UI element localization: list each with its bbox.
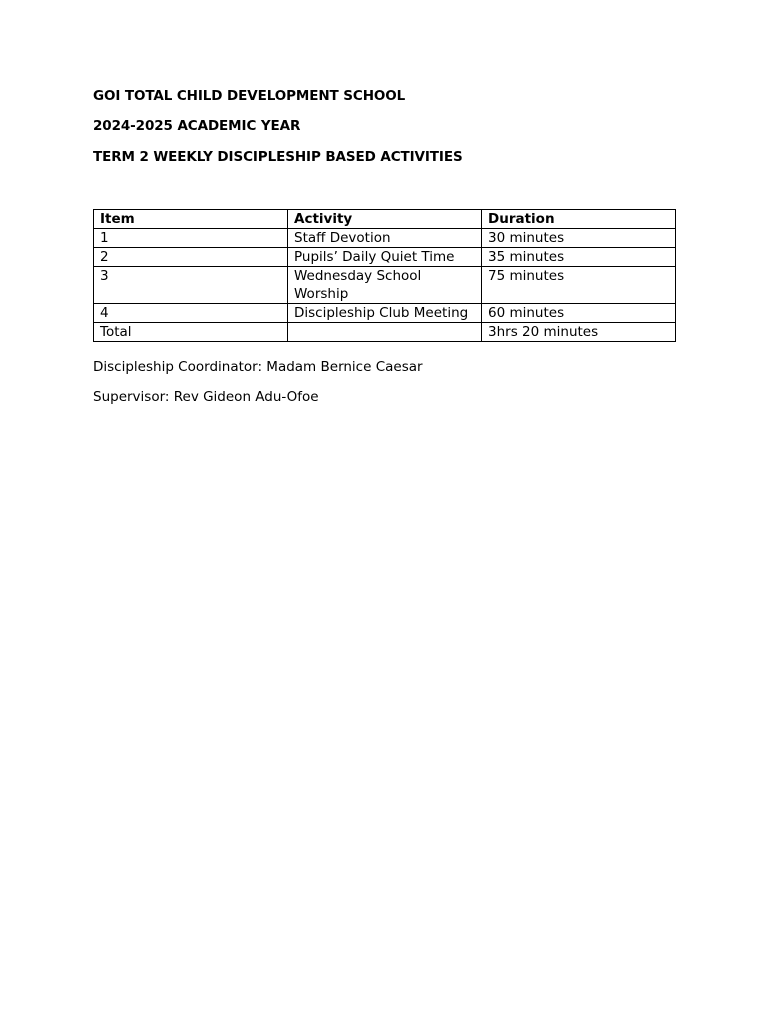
column-header-activity: Activity — [288, 210, 482, 229]
table-row — [94, 304, 676, 323]
coordinator-line: Discipleship Coordinator: Madam Bernice Caesar — [93, 359, 423, 375]
duration-cell: 35 minutes — [482, 248, 676, 267]
duration-cell: 60 minutes — [482, 304, 676, 323]
item-cell: 3 — [94, 267, 288, 304]
activity-cell: Pupils’ Daily Quiet Time — [288, 248, 482, 267]
activities-table — [93, 209, 676, 342]
table-row — [94, 248, 676, 267]
academic-year-heading: 2024-2025 ACADEMIC YEAR — [93, 118, 301, 134]
activity-cell: Discipleship Club Meeting — [288, 304, 482, 323]
column-header-duration: Duration — [482, 210, 676, 229]
item-cell: 1 — [94, 229, 288, 248]
table-total-row — [94, 323, 676, 342]
table-row — [94, 229, 676, 248]
activity-cell: Wednesday School Worship — [288, 267, 482, 304]
activities-title-heading: TERM 2 WEEKLY DISCIPLESHIP BASED ACTIVITIES — [93, 149, 463, 165]
duration-cell: 30 minutes — [482, 229, 676, 248]
item-cell: 4 — [94, 304, 288, 323]
column-header-item: Item — [94, 210, 288, 229]
table-row — [94, 267, 676, 304]
table-header-row — [94, 210, 676, 229]
activity-cell: Staff Devotion — [288, 229, 482, 248]
total-duration-cell: 3hrs 20 minutes — [482, 323, 676, 342]
school-name-heading: GOI TOTAL CHILD DEVELOPMENT SCHOOL — [93, 88, 406, 104]
total-label-cell: Total — [94, 323, 288, 342]
item-cell: 2 — [94, 248, 288, 267]
supervisor-line: Supervisor: Rev Gideon Adu-Ofoe — [93, 389, 319, 405]
total-empty-cell — [288, 323, 482, 342]
duration-cell: 75 minutes — [482, 267, 676, 304]
